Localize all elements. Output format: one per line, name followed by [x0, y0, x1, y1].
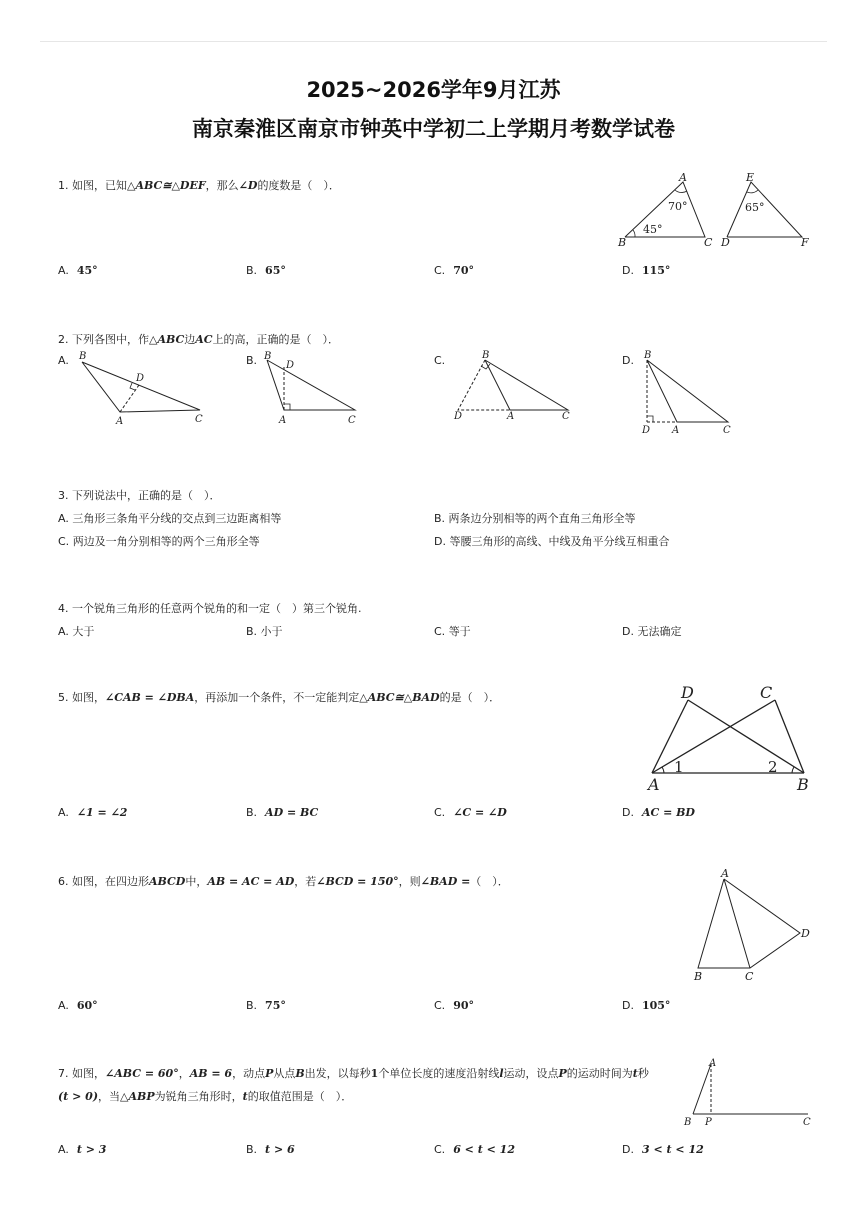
question-5-option-a[interactable]: A. ∠1 = ∠2 [58, 806, 128, 819]
question-5-stem: 5. 如图，∠CAB = ∠DBA，再添加一个条件，不一定能判定△ABC≅△BAD的是（ ）． [58, 691, 501, 704]
fig2c-label-b: B [482, 350, 490, 361]
question-1-option-b[interactable]: B. 65° [246, 264, 286, 277]
question-4-option-a[interactable]: A. 大于 [58, 625, 95, 638]
question-6-option-c[interactable]: C. 90° [434, 999, 474, 1012]
fig5-label-1: 1 [674, 758, 684, 776]
fig6-label-b: B [694, 970, 703, 983]
question-4-option-d[interactable]: D. 无法确定 [622, 625, 682, 638]
question-2-figure-d [640, 348, 740, 440]
fig1-label-e: E [746, 171, 755, 184]
question-4-stem: 4. 一个锐角三角形的任意两个锐角的和一定（ ）第三个锐角. [58, 602, 362, 615]
fig2b-label-c: C [348, 415, 356, 426]
question-3-option-b[interactable]: B. 两条边分别相等的两个直角三角形全等 [434, 512, 636, 525]
question-5-option-b[interactable]: B. AD = BC [246, 806, 319, 819]
question-7-stem-line2: (t > 0)，当△ABP为锐角三角形时，t的取值范围是（ ）． [58, 1090, 353, 1103]
fig1-label-b: B [618, 236, 627, 249]
fig6-label-c: C [745, 970, 754, 983]
fig5-label-c: C [760, 683, 773, 702]
fig7-label-p: P [705, 1117, 712, 1128]
question-3-option-c[interactable]: C. 两边及一角分别相等的两个三角形全等 [58, 535, 260, 548]
fig1-label-c: C [704, 236, 713, 249]
question-5-figure [640, 680, 820, 800]
question-1-stem: 1. 如图，已知△ABC≅△DEF，那么∠D的度数是（ ）． [58, 179, 340, 192]
question-7-option-d[interactable]: D. 3 < t < 12 [622, 1143, 704, 1156]
question-1-option-a[interactable]: A. 45° [58, 264, 98, 277]
page-title-line1: 2025~2026学年9月江苏 [306, 78, 561, 102]
fig6-label-a: A [721, 867, 729, 880]
fig2a-label-c: C [195, 414, 203, 425]
fig1-angle-a: 70° [668, 200, 688, 213]
fig2c-label-a: A [507, 411, 515, 422]
question-4-option-b[interactable]: B. 小于 [246, 625, 283, 638]
fig1-label-f: F [801, 236, 809, 249]
fig2d-label-c: C [723, 425, 731, 436]
question-7-option-b[interactable]: B. t > 6 [246, 1143, 295, 1156]
question-4-option-c[interactable]: C. 等于 [434, 625, 471, 638]
fig7-label-a: A [709, 1058, 717, 1069]
fig2b-label-a: A [279, 415, 287, 426]
fig7-label-c: C [803, 1117, 811, 1128]
question-2-option-b[interactable]: B. [246, 354, 258, 367]
fig2b-label-d: D [286, 360, 295, 371]
question-5-option-d[interactable]: D. AC = BD [622, 806, 695, 819]
question-2-figure-b [262, 350, 372, 430]
page-title-line2: 南京秦淮区南京市钟英中学初二上学期月考数学试卷 [192, 117, 675, 141]
fig1-angle-f: 65° [745, 201, 765, 214]
question-2-option-c[interactable]: C. [434, 354, 446, 367]
question-1-figure [615, 170, 815, 250]
question-3-stem: 3. 下列说法中，正确的是（ ）． [58, 489, 221, 502]
question-2-figure-c [452, 350, 577, 425]
question-3-option-a[interactable]: A. 三角形三条角平分线的交点到三边距离相等 [58, 512, 282, 525]
fig2a-label-a: A [116, 416, 124, 427]
fig7-label-b: B [684, 1117, 692, 1128]
fig2b-label-b: B [264, 351, 272, 362]
fig5-label-a: A [648, 775, 660, 794]
question-6-option-a[interactable]: A. 60° [58, 999, 98, 1012]
question-6-figure [690, 866, 820, 986]
question-7-option-a[interactable]: A. t > 3 [58, 1143, 107, 1156]
fig2a-label-d: D [136, 373, 145, 384]
fig2c-label-d: D [454, 411, 463, 422]
fig2d-label-b: B [644, 350, 652, 361]
question-3-option-d[interactable]: D. 等腰三角形的高线、中线及角平分线互相重合 [434, 535, 670, 548]
fig2a-label-b: B [79, 351, 87, 362]
question-1-option-d[interactable]: D. 115° [622, 264, 671, 277]
question-7-stem-line1: 7. 如图，∠ABC = 60°，AB = 6，动点P从点B出发，以每秒1个单位长度的速度沿射线l运动，设点P的运动时间为t秒 [58, 1067, 649, 1080]
fig5-label-b: B [797, 775, 809, 794]
fig2d-label-a: A [672, 425, 680, 436]
question-7-option-c[interactable]: C. 6 < t < 12 [434, 1143, 515, 1156]
question-2-option-d[interactable]: D. [622, 354, 634, 367]
fig6-label-d: D [801, 927, 810, 940]
question-6-stem: 6. 如图，在四边形ABCD中，AB = AC = AD，若∠BCD = 150°，则∠BAD =（ ）． [58, 875, 509, 888]
fig5-label-d: D [681, 683, 694, 702]
top-divider [40, 41, 827, 42]
fig1-label-d: D [721, 236, 730, 249]
fig5-label-2: 2 [768, 758, 778, 776]
question-2-figure-a [75, 350, 210, 430]
question-1-option-c[interactable]: C. 70° [434, 264, 474, 277]
fig2c-label-c: C [562, 411, 570, 422]
fig2d-label-d: D [642, 425, 651, 436]
question-2-option-a[interactable]: A. [58, 354, 69, 367]
fig1-label-a: A [679, 171, 687, 184]
question-2-stem: 2. 下列各图中，作△ABC边AC上的高，正确的是（ ）． [58, 333, 340, 346]
question-5-option-c[interactable]: C. ∠C = ∠D [434, 806, 507, 819]
question-6-option-d[interactable]: D. 105° [622, 999, 671, 1012]
question-6-option-b[interactable]: B. 75° [246, 999, 286, 1012]
fig1-angle-b: 45° [643, 223, 663, 236]
question-7-figure [680, 1058, 815, 1133]
